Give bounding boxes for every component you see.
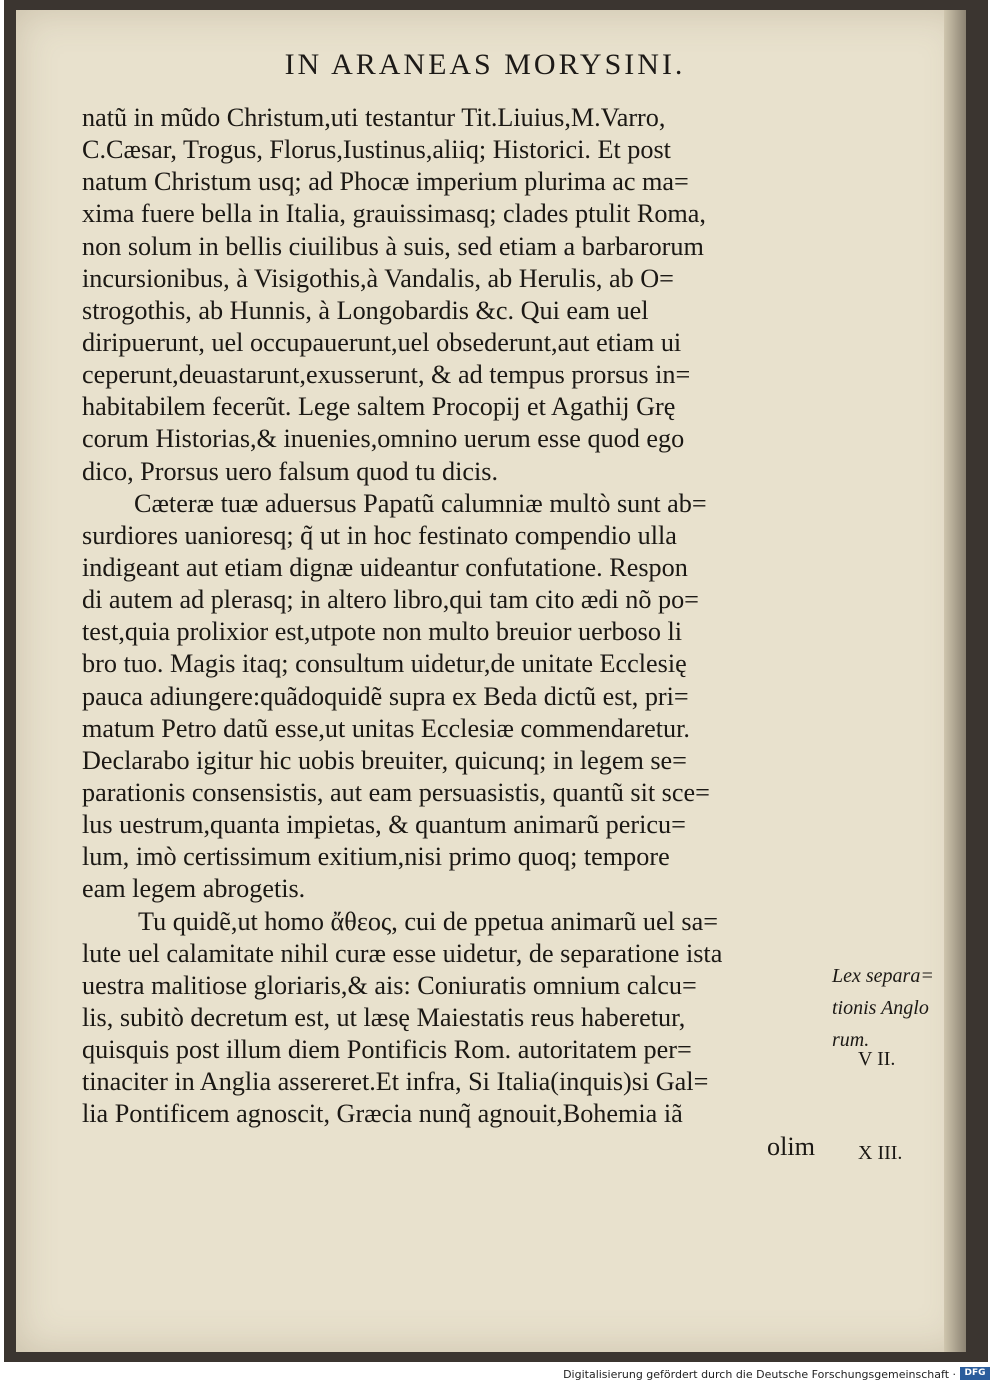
text-line: xima fuere bella in Italia, grauissimasq; clades ptulit Roma, xyxy=(82,199,706,229)
text-line: natũ in mũdo Christum,uti testantur Tit.Liuius,M.Varro, xyxy=(82,103,666,132)
text-line: lum, imò certissimum exitium,nisi primo quoq; tempore xyxy=(82,842,670,872)
margin-numeral: X III. xyxy=(858,1142,903,1164)
text-line: corum Historias,& inuenies,omnino uerum esse quod ego xyxy=(82,424,685,454)
text-line: test,quia prolixior est,utpote non multo breuior uerboso li xyxy=(82,617,683,647)
body-text xyxy=(82,102,827,1163)
text-line: lia Pontificem agnoscit, Græcia nunq̃ agnouit,Bohemia iã xyxy=(82,1099,683,1129)
text-line: habitabilem fecerũt. Lege saltem Procopij et Agathij Grę xyxy=(82,392,676,422)
text-line: incursionibus, à Visigothis,à Vandalis, ab Herulis, ab O= xyxy=(82,263,674,293)
text-line: surdiores uanioresq; q̃ ut in hoc festinato compendio ulla xyxy=(82,520,677,550)
text-line: matum Petro datũ esse,ut unitas Ecclesiæ commendaretur. xyxy=(82,713,690,743)
text-line: indigeant aut etiam dignæ uideantur confutatione. Respon xyxy=(82,552,688,582)
text-line: pauca adiungere:quãdoquidẽ supra ex Beda dictũ est, pri= xyxy=(82,681,689,711)
text-line: tinaciter in Anglia assereret.Et infra, Si Italia(inquis)si Gal= xyxy=(82,1067,709,1097)
text-line: di autem ad plerasq; in altero libro,qui tam cito ædi nõ po= xyxy=(82,585,699,615)
text-line: lute uel calamitate nihil curæ esse uidetur, de separatione ista xyxy=(82,938,723,968)
running-head: IN ARANEAS MORYSINI. xyxy=(284,48,686,81)
margin-note-line: tionis Anglo xyxy=(832,997,929,1020)
paragraph-first-line: Tu quidẽ,ut homo ἄθεος, cui de ppetua animarũ uel sa= xyxy=(138,906,718,936)
margin-numeral: V II. xyxy=(858,1048,896,1070)
margin-note xyxy=(832,960,942,1056)
text-line: ceperunt,deuastarunt,exusserunt, & ad tempus prorsus in= xyxy=(82,360,691,390)
text-line: lus uestrum,quanta impietas, & quantum animarũ pericu= xyxy=(82,810,686,840)
margin-note-line: rum. xyxy=(832,1029,870,1052)
text-line: diripuerunt, uel occupauerunt,uel obsederunt,aut etiam ui xyxy=(82,327,682,357)
text-line: eam legem abrogetis. xyxy=(82,874,306,904)
catchword: olim xyxy=(766,1131,815,1161)
page-spine-shadow xyxy=(944,10,966,1352)
text-line: strogothis, ab Hunnis, à Longobardis &c. Qui eam uel xyxy=(82,295,649,325)
margin-note-line: Lex separa= xyxy=(832,965,934,987)
text-line: quisquis post illum diem Pontificis Rom. autoritatem per= xyxy=(82,1035,692,1065)
text-line: non solum in bellis ciuilibus à suis, sed etiam a barbarorum xyxy=(82,231,704,261)
text-line: lis, subitò decretum est, ut læsę Maiestatis reus haberetur, xyxy=(82,1002,686,1032)
dfg-logo-icon[interactable]: DFG xyxy=(960,1367,990,1380)
text-line: bro tuo. Magis itaq; consultum uidetur,de unitate Ecclesię xyxy=(82,649,687,679)
text-line: C.Cæsar, Trogus, Florus,Iustinus,aliiq; Historici. Et post xyxy=(82,135,671,165)
text-line: Declarabo igitur hic uobis breuiter, quicunq; in legem se= xyxy=(82,745,687,775)
paragraph-first-line: Cæteræ tuæ aduersus Papatũ calumniæ multò sunt ab= xyxy=(134,488,707,518)
text-line: uestra malitiose gloriaris,& ais: Coniuratis omnium calcu= xyxy=(82,970,697,1000)
text-line: parationis consensistis, aut eam persuasistis, quantũ sit sce= xyxy=(82,777,710,807)
funding-credit: Digitalisierung gefördert durch die Deutsche Forschungsgemeinschaft · xyxy=(563,1368,956,1381)
text-line: natum Christum usq; ad Phocæ imperium plurima ac ma= xyxy=(82,167,689,197)
text-line: dico, Prorsus uero falsum quod tu dicis. xyxy=(82,456,499,486)
